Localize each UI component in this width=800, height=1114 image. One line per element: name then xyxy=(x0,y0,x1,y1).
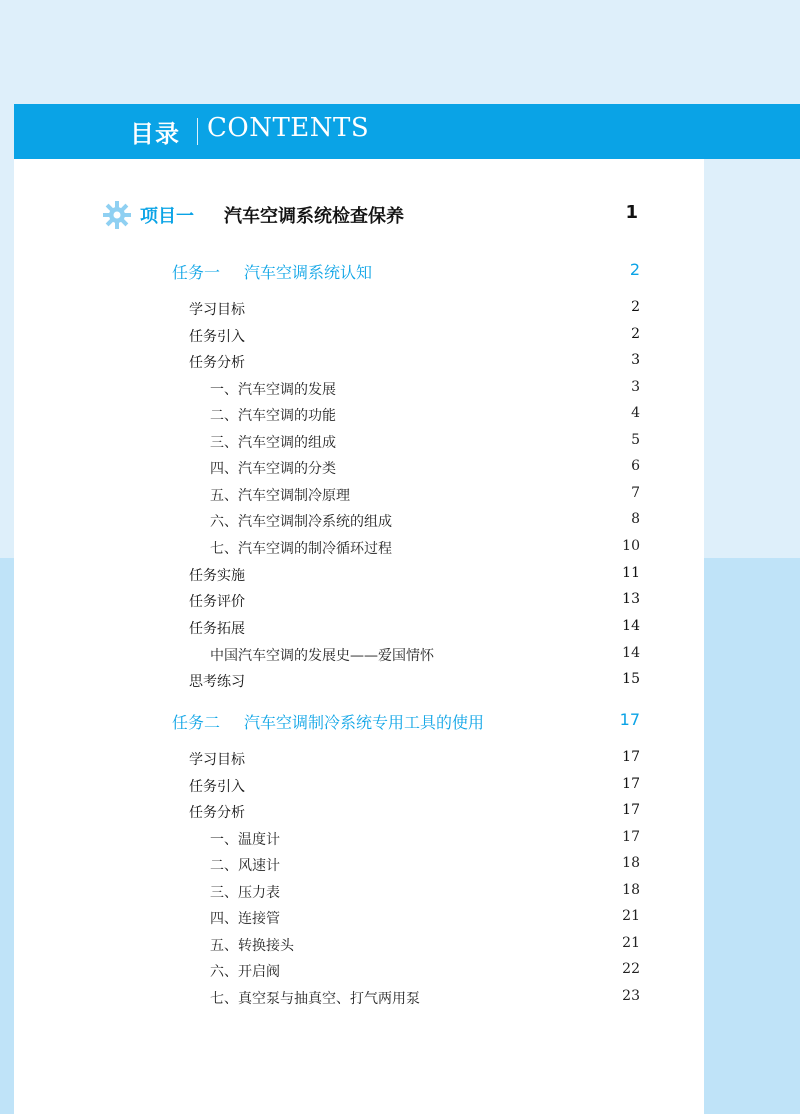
subentry-label: 二、风速计 xyxy=(210,858,280,874)
subentry-page: 22 xyxy=(622,961,640,977)
subentry-label: 中国汽车空调的发展史——爱国情怀 xyxy=(210,648,434,664)
entry-page: 2 xyxy=(631,326,640,342)
entry-page: 17 xyxy=(622,776,640,792)
entry-page: 17 xyxy=(622,749,640,765)
task-entry[interactable] xyxy=(0,710,800,734)
toc-entry[interactable] xyxy=(0,326,800,348)
toc-subentry[interactable] xyxy=(0,458,800,480)
entry-label: 任务引入 xyxy=(189,779,245,795)
entry-label: 任务实施 xyxy=(189,568,245,584)
toc-entry[interactable] xyxy=(0,299,800,321)
entry-label: 任务分析 xyxy=(189,805,245,821)
toc-subentry[interactable] xyxy=(0,379,800,401)
subentry-page: 5 xyxy=(631,432,640,448)
toc-subentry[interactable] xyxy=(0,829,800,851)
subentry-page: 21 xyxy=(622,935,640,951)
entry-label: 任务引入 xyxy=(189,329,245,345)
toc-subentry[interactable] xyxy=(0,538,800,560)
task-number: 任务一 xyxy=(172,263,221,282)
entry-page: 13 xyxy=(622,591,640,607)
background-top xyxy=(0,0,800,104)
entry-label: 学习目标 xyxy=(189,302,245,318)
subentry-label: 六、汽车空调制冷系统的组成 xyxy=(210,514,392,530)
contents-banner xyxy=(14,104,800,159)
subentry-label: 五、转换接头 xyxy=(210,938,294,954)
entry-page: 11 xyxy=(622,565,640,581)
subentry-label: 六、开启阀 xyxy=(210,964,280,980)
toc-subentry[interactable] xyxy=(0,882,800,904)
subentry-page: 7 xyxy=(631,485,640,501)
subentry-page: 14 xyxy=(622,645,640,661)
banner-title-en: CONTENTS xyxy=(207,113,370,143)
subentry-label: 一、汽车空调的发展 xyxy=(210,382,336,398)
subentry-page: 3 xyxy=(631,379,640,395)
project-page: 1 xyxy=(625,202,638,223)
toc-subentry[interactable] xyxy=(0,961,800,983)
subentry-label: 四、连接管 xyxy=(210,911,280,927)
toc-subentry[interactable] xyxy=(0,988,800,1010)
toc-entry[interactable] xyxy=(0,671,800,693)
project-number: 项目一 xyxy=(140,206,194,227)
task-title: 汽车空调系统认知 xyxy=(244,263,373,282)
entry-label: 思考练习 xyxy=(189,674,245,690)
entry-label: 任务分析 xyxy=(189,355,245,371)
banner-title-cn: 目录 xyxy=(130,120,180,148)
subentry-label: 四、汽车空调的分类 xyxy=(210,461,336,477)
toc-subentry[interactable] xyxy=(0,855,800,877)
task-number: 任务二 xyxy=(172,713,221,732)
entry-page: 15 xyxy=(622,671,640,687)
toc-entry[interactable] xyxy=(0,749,800,771)
subentry-label: 三、压力表 xyxy=(210,885,280,901)
toc-entry[interactable] xyxy=(0,591,800,613)
toc-entry[interactable] xyxy=(0,618,800,640)
entry-label: 学习目标 xyxy=(189,752,245,768)
toc-entry[interactable] xyxy=(0,776,800,798)
subentry-label: 二、汽车空调的功能 xyxy=(210,408,336,424)
task-page: 2 xyxy=(629,260,640,279)
subentry-label: 七、汽车空调的制冷循环过程 xyxy=(210,541,392,557)
task-page: 17 xyxy=(619,710,640,729)
project-title: 汽车空调系统检查保养 xyxy=(224,206,404,227)
subentry-page: 17 xyxy=(622,829,640,845)
subentry-page: 4 xyxy=(631,405,640,421)
task-title: 汽车空调制冷系统专用工具的使用 xyxy=(244,713,485,732)
subentry-page: 10 xyxy=(622,538,640,554)
toc-subentry[interactable] xyxy=(0,908,800,930)
subentry-page: 18 xyxy=(622,882,640,898)
subentry-label: 五、汽车空调制冷原理 xyxy=(210,488,350,504)
subentry-page: 6 xyxy=(631,458,640,474)
entry-page: 17 xyxy=(622,802,640,818)
entry-page: 2 xyxy=(631,299,640,315)
toc-subentry[interactable] xyxy=(0,935,800,957)
subentry-page: 23 xyxy=(622,988,640,1004)
toc-entry[interactable] xyxy=(0,802,800,824)
toc-subentry[interactable] xyxy=(0,645,800,667)
entry-page: 3 xyxy=(631,352,640,368)
toc-entry[interactable] xyxy=(0,565,800,587)
project-entry[interactable] xyxy=(0,202,800,234)
subentry-page: 21 xyxy=(622,908,640,924)
subentry-label: 一、温度计 xyxy=(210,832,280,848)
toc-subentry[interactable] xyxy=(0,405,800,427)
entry-label: 任务拓展 xyxy=(189,621,245,637)
subentry-page: 8 xyxy=(631,511,640,527)
toc-subentry[interactable] xyxy=(0,511,800,533)
subentry-label: 三、汽车空调的组成 xyxy=(210,435,336,451)
subentry-page: 18 xyxy=(622,855,640,871)
entry-label: 任务评价 xyxy=(189,594,245,610)
toc-subentry[interactable] xyxy=(0,432,800,454)
entry-page: 14 xyxy=(622,618,640,634)
subentry-label: 七、真空泵与抽真空、打气两用泵 xyxy=(210,991,420,1007)
toc-subentry[interactable] xyxy=(0,485,800,507)
gear-icon xyxy=(102,200,132,230)
banner-divider xyxy=(197,118,198,145)
task-entry[interactable] xyxy=(0,260,800,284)
toc-entry[interactable] xyxy=(0,352,800,374)
